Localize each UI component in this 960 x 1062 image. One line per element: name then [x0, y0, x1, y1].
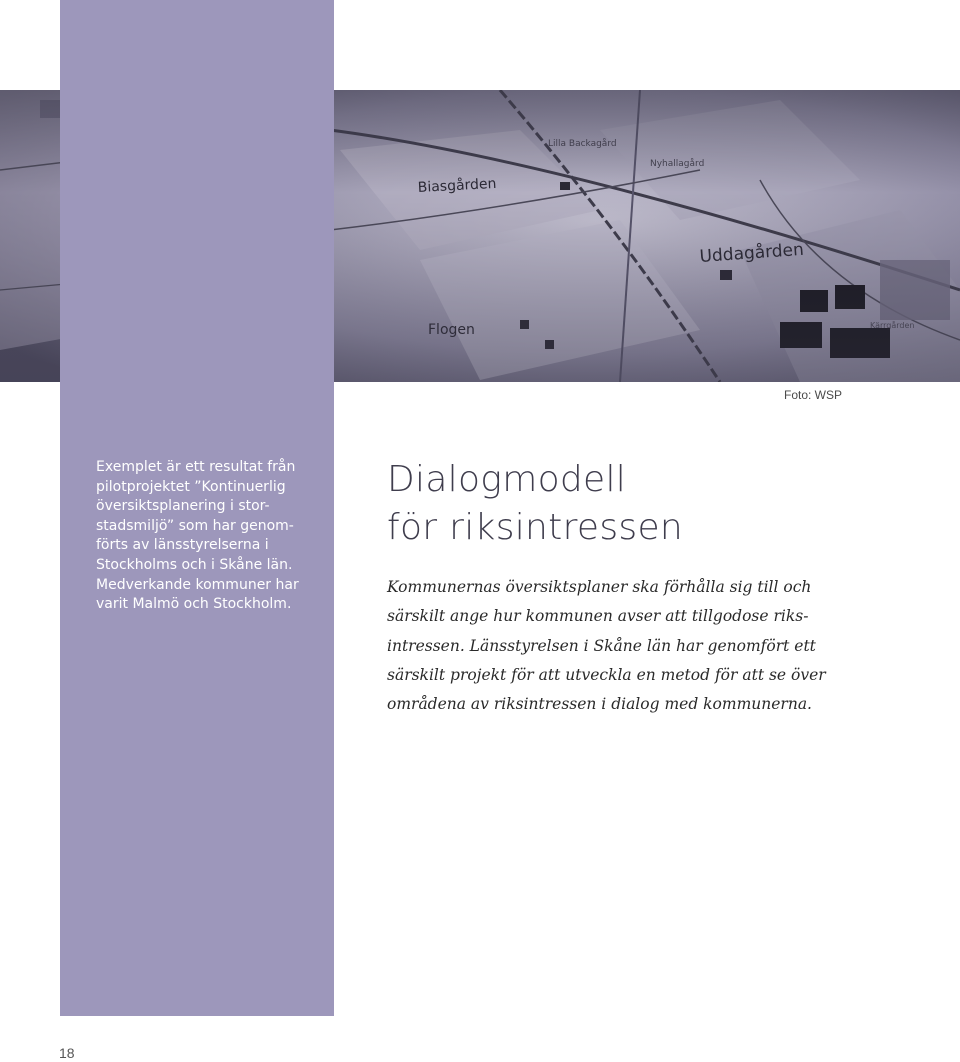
sidebar-text: Exemplet är ett resultat från pilotprojektet ”Kontinuerlig översiktsplanering i stor- stadsmiljö” som har genom- förts av länsstyrelserna i Stockholms och i Skåne län. Medverkande kommuner har varit Malmö och Stockholm.: [96, 459, 299, 613]
article-heading: [387, 456, 683, 552]
heading-line-1: Dialogmodell: [387, 459, 627, 500]
article-body: Kommunernas översiktsplaner ska förhålla sig till och särskilt ange hur kommunen avser att tillgodose riks- intressen. Länsstyrelsen i Skåne län har genomfört ett särskilt projekt för att utveckla en metod för att se över områdena av riksintressen i dialog med kommunerna.: [387, 578, 826, 714]
photo-credit: Foto: WSP: [783, 388, 842, 402]
heading-line-2: för riksintressen: [387, 507, 684, 548]
sidebar-panel: [60, 0, 334, 1016]
page-number: 18: [59, 1045, 75, 1061]
